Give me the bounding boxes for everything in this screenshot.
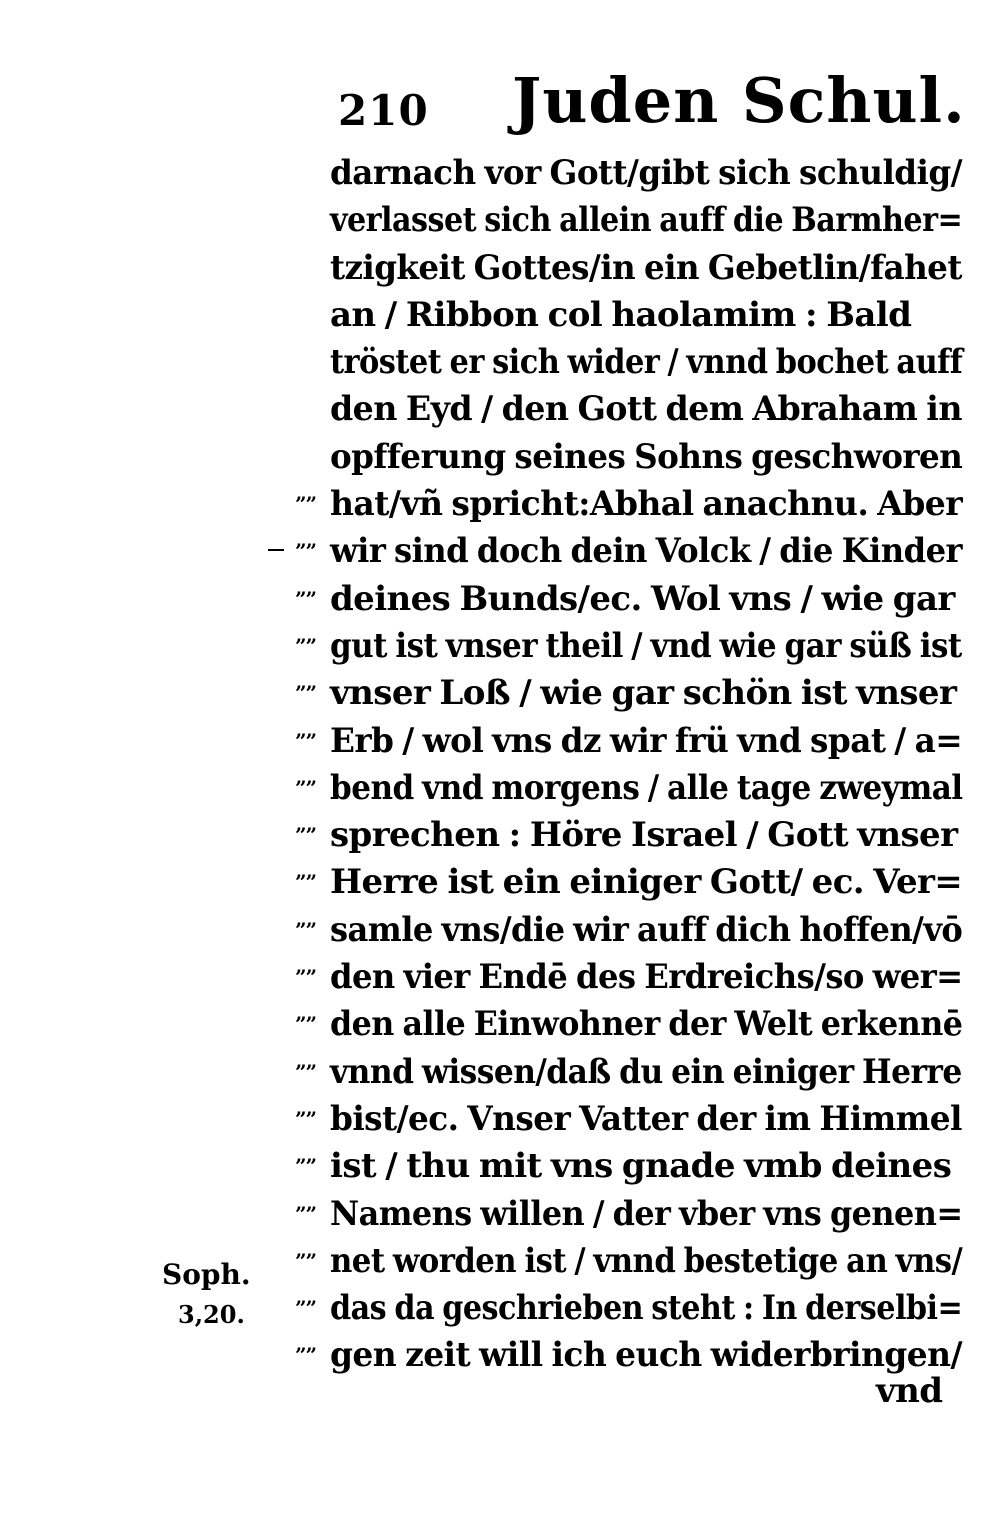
line-text: das da geschrieben steht : In derselbi= [330, 1288, 963, 1329]
quotation-mark: ”” [294, 1248, 316, 1273]
text-line [294, 1285, 970, 1332]
quotation-mark: ”” [294, 1154, 316, 1179]
text-line [294, 765, 970, 812]
quotation-mark: ”” [294, 728, 316, 753]
line-text: gen zeit will ich euch widerbringen/ [330, 1335, 962, 1376]
line-text: vnser Loß / wie gar schön ist vnser [330, 673, 957, 714]
line-text: bend vnd morgens / alle tage zweymal [330, 767, 963, 808]
line-text: tzigkeit Gottes/in ein Gebetlin/fahet [330, 247, 962, 288]
text-line [294, 859, 970, 906]
quotation-mark: ”” [294, 1201, 316, 1226]
line-text: den Eyd / den Gott dem Abraham in [330, 389, 962, 430]
line-text: Erb / wol vns dz wir frü vnd spat / a= [330, 720, 963, 761]
text-line [294, 718, 970, 765]
margin-note-book: Soph. [162, 1258, 251, 1291]
text-line [330, 434, 970, 481]
quotation-mark: ”” [294, 1012, 316, 1037]
quotation-mark: ”” [294, 917, 316, 942]
page-header [328, 64, 968, 146]
line-text: samle vns/die wir auff dich hoffen/vō [330, 909, 963, 950]
text-line [294, 812, 970, 859]
quotation-mark: ”” [294, 681, 316, 706]
line-text: an / Ribbon col haolamim : Bald [330, 294, 912, 335]
quotation-mark: ”” [294, 870, 316, 895]
quotation-mark: ”” [294, 1106, 316, 1131]
text-line [294, 528, 970, 575]
line-text: net worden ist / vnnd bestetige an vns/ [330, 1240, 963, 1281]
line-text: bist/ec. Vnser Vatter der im Himmel [330, 1098, 962, 1139]
line-text: den vier Endē des Erdreichs/so wer= [330, 957, 963, 998]
text-line [294, 1096, 970, 1143]
text-line [294, 1143, 970, 1190]
catchword: vnd [876, 1371, 943, 1411]
text-line [294, 1332, 970, 1379]
margin-note-verse: 3,20. [178, 1300, 245, 1329]
body-text [294, 150, 970, 1380]
text-line [330, 245, 970, 292]
quotation-mark: ”” [294, 1296, 316, 1321]
line-text: tröstet er sich wider / vnnd bochet auff [330, 342, 963, 383]
quotation-mark: ”” [294, 633, 316, 658]
line-text: opfferung seines Sohns geschworen [330, 436, 963, 477]
text-line [294, 1001, 970, 1048]
text-line [330, 292, 970, 339]
text-line [294, 481, 970, 528]
running-title: Juden Schul. [512, 64, 966, 137]
text-line [294, 623, 970, 670]
line-text: ist / thu mit vns gnade vmb deines [330, 1146, 952, 1187]
line-text: wir sind doch dein Volck / die Kinder [330, 531, 962, 572]
quotation-mark: ”” [294, 823, 316, 848]
quotation-mark: ”” [294, 586, 316, 611]
quotation-mark: ”” [294, 1343, 316, 1368]
text-line [294, 1049, 970, 1096]
text-line [294, 907, 970, 954]
quotation-mark: ”” [294, 775, 316, 800]
line-text: gut ist vnser theil / vnd wie gar süß ist [330, 625, 962, 666]
quotation-mark: ”” [294, 492, 316, 517]
text-line [330, 386, 970, 433]
text-line [294, 576, 970, 623]
text-line [330, 150, 970, 197]
margin-dash-mark [268, 549, 284, 551]
text-line [294, 1238, 970, 1285]
line-text: deines Bunds/ec. Wol vns / wie gar [330, 578, 955, 619]
line-text: darnach vor Gott/gibt sich schuldig/ [330, 153, 962, 193]
quotation-mark: ”” [294, 965, 316, 990]
line-text: Herre ist ein einiger Gott/ ec. Ver= [330, 862, 963, 903]
line-text: vnnd wissen/daß du ein einiger Herre [330, 1051, 962, 1092]
text-line [330, 339, 970, 386]
line-text: verlasset sich allein auff die Barmher= [330, 200, 963, 241]
quotation-mark: ”” [294, 1059, 316, 1084]
line-text: sprechen : Höre Israel / Gott vnser [330, 815, 958, 856]
text-line [330, 197, 970, 244]
line-text: Namens willen / der vber vns genen= [330, 1193, 963, 1234]
text-line [294, 1191, 970, 1238]
margin-note-reference [162, 1255, 272, 1335]
line-text: hat/vñ spricht:Abhal anachnu. Aber [330, 484, 963, 525]
line-text: den alle Einwohner der Welt erkennē [330, 1004, 963, 1045]
text-line [294, 954, 970, 1001]
quotation-mark: ”” [294, 539, 316, 564]
text-line [294, 670, 970, 717]
page-number: 210 [338, 86, 429, 135]
